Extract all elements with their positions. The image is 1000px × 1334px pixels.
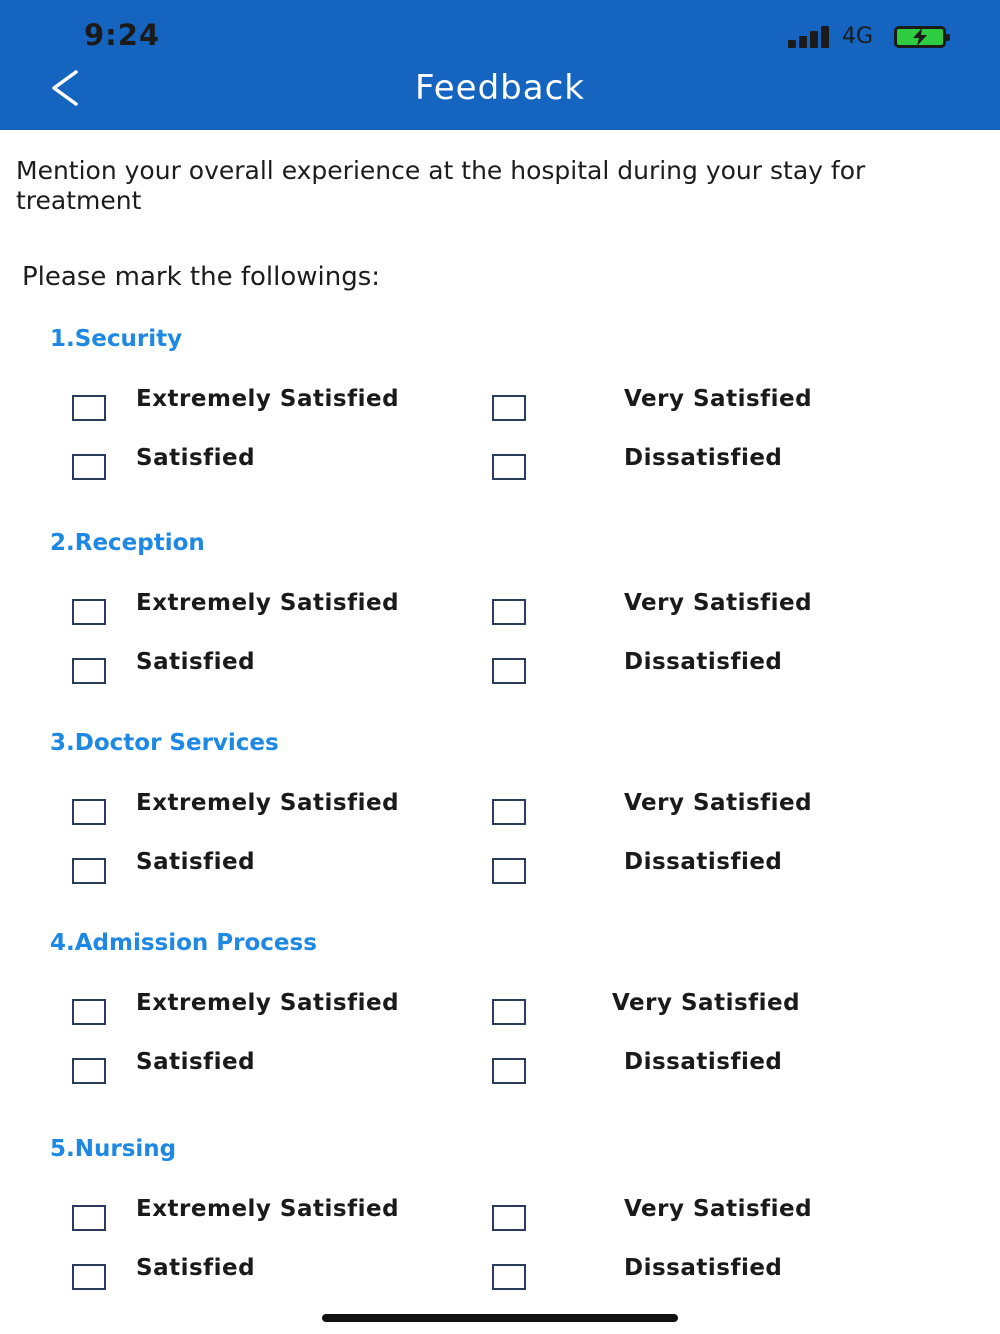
instruction-text: Please mark the followings: [22, 262, 381, 292]
option-checkbox[interactable] [72, 599, 106, 625]
option-checkbox[interactable] [492, 799, 526, 825]
option-label[interactable]: Dissatisfied [624, 1255, 783, 1281]
section-title: 3.Doctor Services [50, 730, 279, 756]
option-label[interactable]: Very Satisfied [624, 1196, 813, 1222]
option-checkbox[interactable] [492, 454, 526, 480]
option-label[interactable]: Satisfied [136, 1049, 256, 1075]
option-checkbox[interactable] [72, 454, 106, 480]
section-title: 1.Security [50, 326, 183, 352]
option-checkbox[interactable] [492, 858, 526, 884]
option-label[interactable]: Extremely Satisfied [136, 790, 400, 816]
option-checkbox[interactable] [492, 395, 526, 421]
option-checkbox[interactable] [492, 1205, 526, 1231]
option-label[interactable]: Extremely Satisfied [136, 1196, 400, 1222]
option-checkbox[interactable] [72, 1205, 106, 1231]
status-time: 9:24 [84, 18, 161, 52]
option-label[interactable]: Dissatisfied [624, 849, 783, 875]
option-label[interactable]: Extremely Satisfied [136, 386, 400, 412]
option-label[interactable]: Satisfied [136, 445, 256, 471]
section-title: 4.Admission Process [50, 930, 317, 956]
option-checkbox[interactable] [492, 1264, 526, 1290]
option-checkbox[interactable] [72, 1264, 106, 1290]
option-label[interactable]: Very Satisfied [612, 990, 801, 1016]
option-label[interactable]: Satisfied [136, 649, 256, 675]
option-label[interactable]: Very Satisfied [624, 790, 813, 816]
option-checkbox[interactable] [72, 1058, 106, 1084]
option-label[interactable]: Extremely Satisfied [136, 590, 400, 616]
option-checkbox[interactable] [492, 999, 526, 1025]
option-label[interactable]: Very Satisfied [624, 590, 813, 616]
option-checkbox[interactable] [492, 1058, 526, 1084]
option-checkbox[interactable] [72, 999, 106, 1025]
option-label[interactable]: Dissatisfied [624, 649, 783, 675]
option-checkbox[interactable] [72, 799, 106, 825]
option-label[interactable]: Extremely Satisfied [136, 990, 400, 1016]
section-title: 5.Nursing [50, 1136, 177, 1162]
page-title: Feedback [415, 68, 585, 108]
network-type: 4G [842, 24, 874, 49]
cellular-signal-icon [788, 26, 834, 48]
option-checkbox[interactable] [492, 658, 526, 684]
app-header [0, 0, 1000, 130]
option-checkbox[interactable] [72, 658, 106, 684]
option-checkbox[interactable] [72, 858, 106, 884]
option-checkbox[interactable] [72, 395, 106, 421]
intro-text: Mention your overall experience at the hospital during your stay for treatment [16, 156, 866, 215]
battery-charging-icon [894, 26, 946, 48]
option-label[interactable]: Dissatisfied [624, 445, 783, 471]
option-label[interactable]: Very Satisfied [624, 386, 813, 412]
section-title: 2.Reception [50, 530, 205, 556]
option-label[interactable]: Satisfied [136, 849, 256, 875]
option-checkbox[interactable] [492, 599, 526, 625]
option-label[interactable]: Dissatisfied [624, 1049, 783, 1075]
home-indicator [322, 1314, 678, 1322]
option-label[interactable]: Satisfied [136, 1255, 256, 1281]
